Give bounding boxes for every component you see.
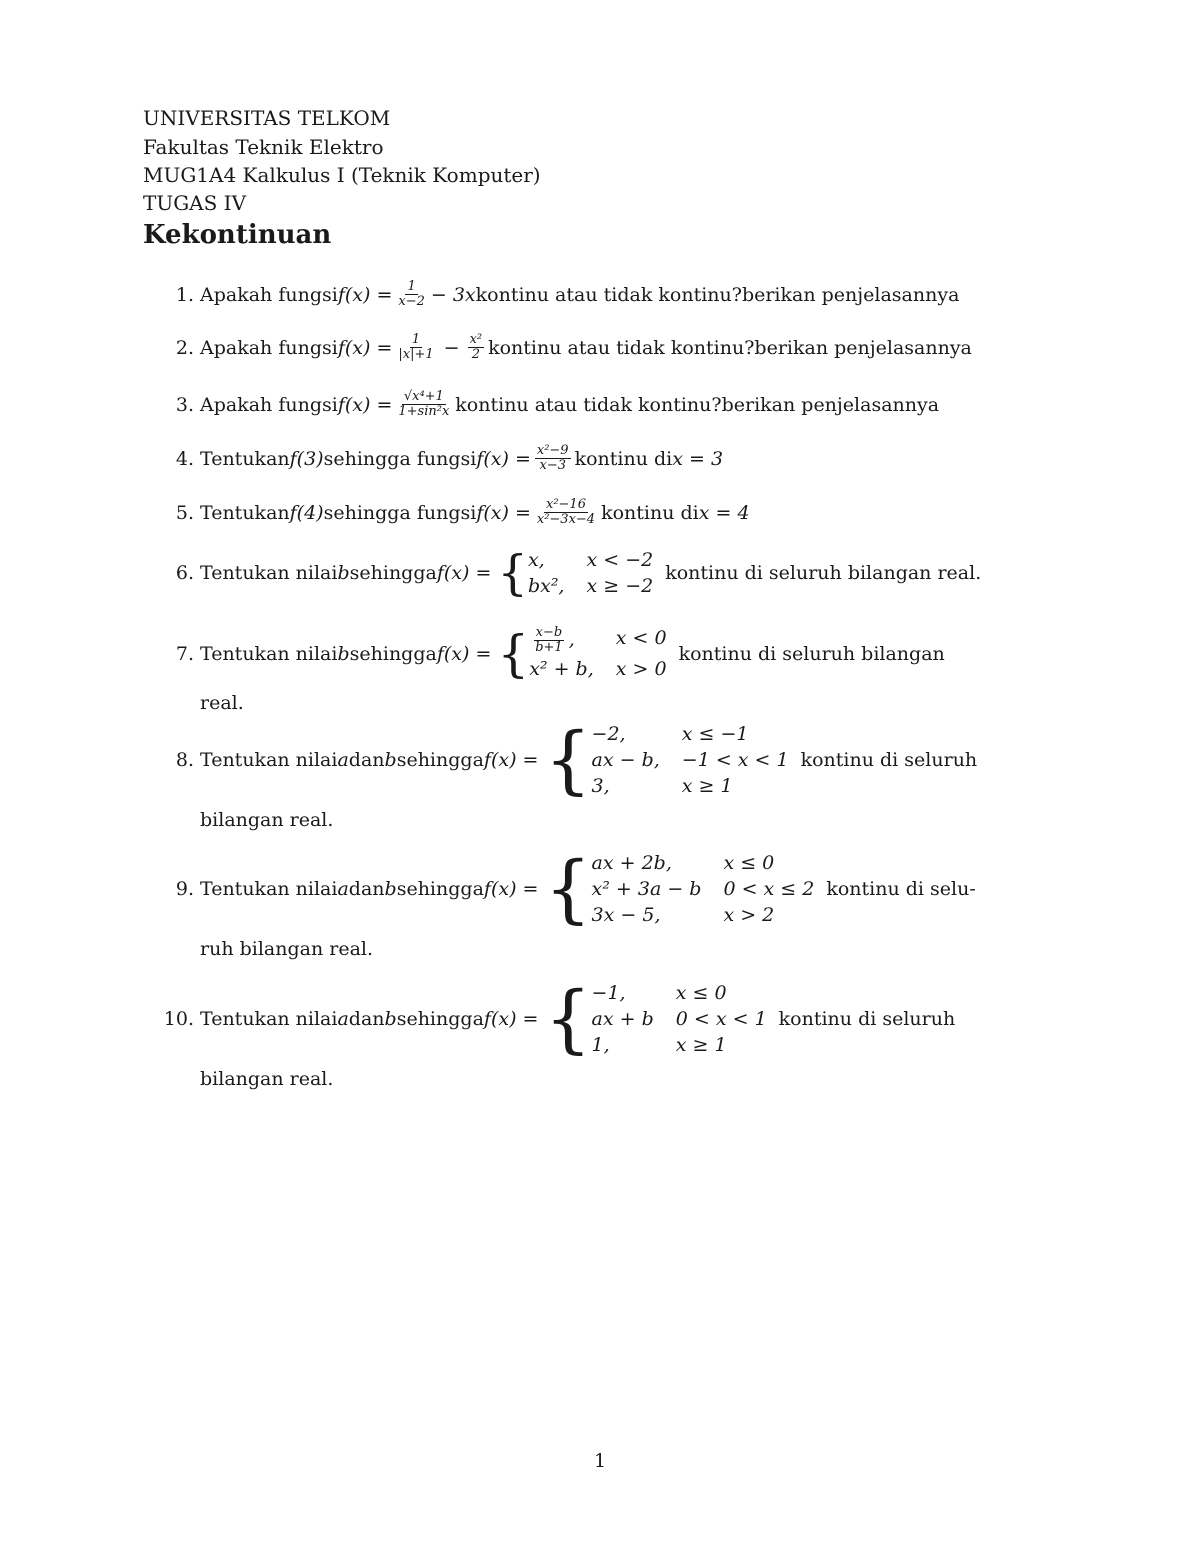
problem-text-mid: sehingga fungsi	[323, 501, 477, 524]
function-label: f(x) =	[483, 1008, 539, 1030]
course-name: MUG1A4 Kalkulus I (Teknik Komputer)	[143, 163, 541, 187]
function-label: f(x) =	[436, 562, 492, 584]
assignment-label: TUGAS IV	[143, 191, 247, 215]
variable-b: b	[337, 642, 350, 665]
case-expression: −2,	[591, 723, 626, 745]
case-expression: ax − b,	[591, 749, 660, 771]
case-condition: x < −2	[586, 549, 654, 571]
problem-number: 3.	[175, 393, 194, 416]
problem-text: Tentukan nilai	[200, 749, 338, 771]
page-number: 1	[593, 1450, 607, 1472]
left-brace: {	[544, 846, 592, 932]
case-expression: x,	[527, 549, 545, 571]
problem-text-and: dan	[348, 749, 385, 771]
problem-number: 9.	[175, 878, 194, 900]
variable-b: b	[384, 1008, 397, 1030]
faculty-name: Fakultas Teknik Elektro	[143, 135, 384, 159]
case-condition: x ≥ 1	[675, 1034, 727, 1056]
function-label: f(x) =	[337, 393, 393, 416]
problem-text-mid: sehingga	[349, 642, 437, 665]
piecewise-table	[529, 626, 666, 681]
fraction: $\frac{\text{x²}}{2}$	[469, 332, 483, 362]
case-condition: x < 0	[615, 627, 667, 649]
problem-text-continued: bilangan real.	[200, 809, 334, 831]
piecewise-function	[497, 626, 666, 681]
problem-text: Tentukan	[200, 447, 290, 470]
case-condition: x ≤ 0	[675, 982, 727, 1004]
piecewise-function	[544, 717, 789, 803]
problem-text: Apakah fungsi	[200, 283, 338, 306]
problem-10	[150, 976, 1035, 1091]
problem-text-and: dan	[348, 878, 385, 900]
case-expression: ax + b	[591, 1008, 654, 1030]
variable-b: b	[384, 878, 397, 900]
function-value: f(3)	[289, 447, 324, 470]
minus-operator: −	[443, 336, 460, 359]
problem-number: 10.	[163, 1008, 194, 1030]
problem-text-continued: bilangan real.	[200, 1068, 334, 1090]
function-label: f(x) =	[337, 336, 393, 359]
function-label: f(x) =	[476, 501, 531, 524]
piecewise-table	[592, 981, 767, 1057]
case-expression: bx²,	[527, 575, 565, 597]
piecewise-table	[528, 548, 653, 598]
problem-text: Tentukan	[200, 501, 290, 524]
variable-a: a	[337, 749, 349, 771]
problem-text-continued: ruh bilangan real.	[200, 938, 374, 960]
problem-3	[150, 390, 1035, 419]
problem-number: 6.	[175, 562, 194, 584]
function-label: f(x) =	[483, 749, 539, 771]
case-expression: −1,	[591, 982, 626, 1004]
case-condition: x > 0	[615, 658, 667, 680]
left-brace: {	[497, 624, 530, 683]
case-condition: x ≥ 1	[681, 775, 733, 797]
problem-text-tail: kontinu di seluruh bilangan real.	[665, 562, 982, 584]
problem-text-mid: sehingga	[396, 749, 484, 771]
fraction: $\frac{x-b}{b+1}$	[535, 625, 563, 655]
case-condition: x ≥ −2	[586, 575, 654, 597]
problem-text-mid: sehingga	[396, 1008, 484, 1030]
problem-text-mid: sehingga	[396, 878, 484, 900]
problem-text-tail: kontinu di selu-	[826, 878, 976, 900]
piecewise-function	[497, 545, 654, 601]
problem-text-mid: sehingga	[349, 562, 437, 584]
case-expression: $\frac{x-b}{b+1}$ ,	[535, 625, 575, 655]
fraction: $\frac{1}{x-2}$	[398, 279, 425, 309]
problem-6	[150, 545, 1035, 601]
function-label: f(x) =	[483, 878, 539, 900]
fraction: $\frac{\text{x²−9}}{x-3}$	[536, 443, 569, 473]
case-condition: x ≤ 0	[723, 852, 775, 874]
variable-a: a	[337, 1008, 349, 1030]
problem-text: Tentukan nilai	[200, 1008, 338, 1030]
problem-number: 8.	[175, 749, 194, 771]
problem-number: 7.	[175, 642, 194, 665]
problem-4	[150, 444, 1035, 473]
case-condition: 0 < x < 1	[675, 1008, 767, 1030]
problem-number: 5.	[175, 501, 194, 524]
case-expression: ax + 2b,	[591, 852, 672, 874]
problem-text-tail: kontinu atau tidak kontinu?berikan penjelasannya	[488, 336, 972, 359]
problem-text: Apakah fungsi	[200, 393, 338, 416]
variable-b: b	[384, 749, 397, 771]
case-condition: 0 < x ≤ 2	[723, 878, 815, 900]
case-condition: −1 < x < 1	[681, 749, 789, 771]
left-brace: {	[544, 717, 592, 803]
problem-2	[150, 333, 1035, 362]
function-label: f(x) =	[337, 283, 393, 306]
left-brace: {	[497, 545, 528, 601]
problem-9	[150, 846, 1035, 961]
left-brace: {	[544, 976, 592, 1062]
problem-text-tail: kontinu atau tidak kontinu?berikan penjelasannya	[475, 283, 960, 306]
variable-b: b	[337, 562, 350, 584]
case-expression: 3x − 5,	[591, 904, 661, 926]
variable-a: a	[337, 878, 349, 900]
function-label: f(x) =	[476, 447, 531, 470]
problem-number: 2.	[175, 336, 194, 359]
problem-text-tail: kontinu di	[601, 501, 699, 524]
fraction: $\frac{\text{x²−16}}{\text{x²−3x−4}}$	[536, 497, 596, 527]
problem-text-continued: real.	[200, 692, 244, 714]
case-expression: x² + 3a − b	[591, 878, 702, 900]
piecewise-function	[544, 976, 767, 1062]
case-condition: x ≤ −1	[681, 723, 749, 745]
problem-1	[150, 280, 1035, 309]
problem-text-tail: kontinu di seluruh	[778, 1008, 956, 1030]
problem-text: Tentukan nilai	[200, 642, 338, 665]
problem-text: Apakah fungsi	[200, 336, 338, 359]
function-label: f(x) =	[436, 642, 492, 665]
problem-text: Tentukan nilai	[200, 562, 338, 584]
fraction: $\frac{1}{|x|+1}$	[398, 332, 434, 362]
problem-text: Tentukan nilai	[200, 878, 338, 900]
section-title: Kekontinuan	[143, 220, 332, 250]
problem-text-tail: kontinu di seluruh	[800, 749, 978, 771]
problem-text-tail: kontinu di	[574, 447, 673, 470]
fraction: $\frac{\text{√x⁴+1}}{\text{1+sin²x}}$	[398, 389, 450, 419]
problem-7	[150, 626, 1035, 715]
problem-number: 4.	[175, 447, 194, 470]
problem-text-and: dan	[348, 1008, 385, 1030]
problem-8	[150, 717, 1035, 832]
problem-text-tail: kontinu atau tidak kontinu?berikan penjelasannya	[455, 393, 940, 416]
continuity-point: x = 4	[698, 501, 750, 524]
continuity-point: x = 3	[672, 447, 724, 470]
case-expression: 3,	[591, 775, 610, 797]
problem-5	[150, 498, 1035, 527]
math-term: − 3x	[430, 283, 476, 306]
case-expression: 1,	[591, 1034, 610, 1056]
problem-number: 1.	[175, 283, 194, 306]
case-condition: x > 2	[723, 904, 775, 926]
university-name: UNIVERSITAS TELKOM	[143, 106, 391, 130]
piecewise-function	[544, 846, 815, 932]
case-expression: x² + b,	[529, 658, 594, 680]
problem-text-mid: sehingga fungsi	[323, 447, 477, 470]
piecewise-table	[592, 722, 789, 798]
problem-text-tail: kontinu di seluruh bilangan	[678, 642, 945, 665]
function-value: f(4)	[289, 501, 324, 524]
piecewise-table	[592, 851, 815, 927]
